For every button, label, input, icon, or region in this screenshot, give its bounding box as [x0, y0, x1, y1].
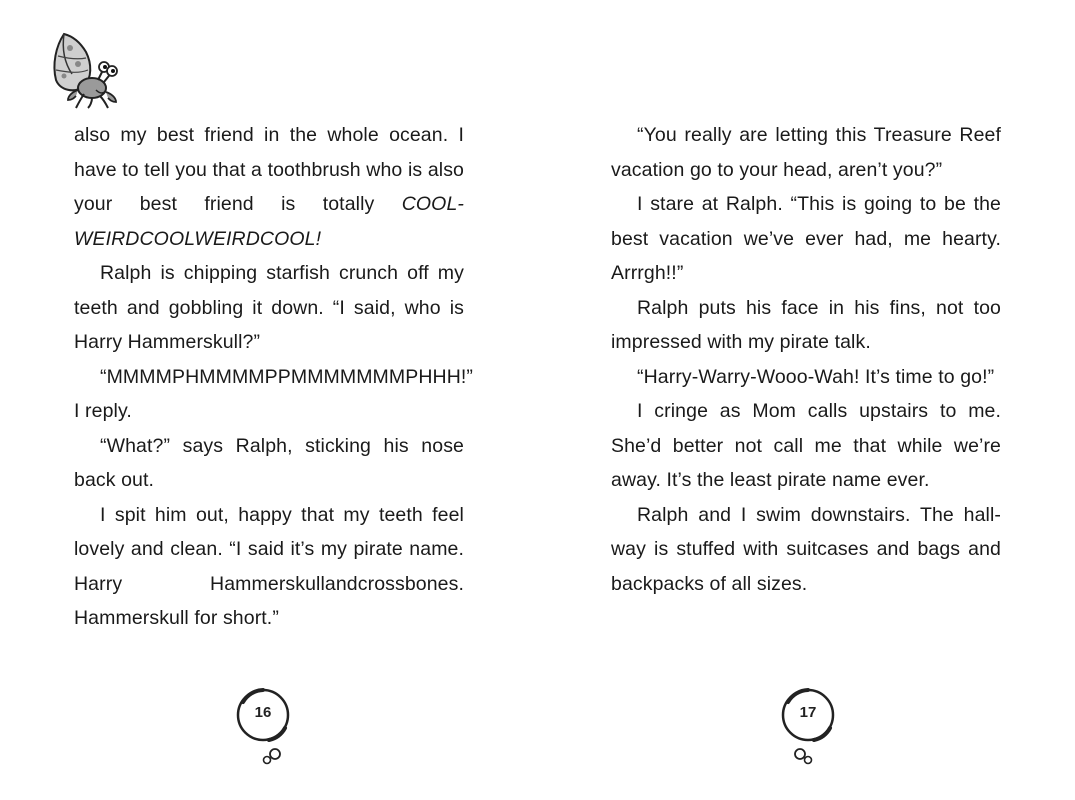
page-number: 16 — [254, 704, 272, 721]
paragraph: Ralph and I swim downstairs. The hall-way is stuffed with suitcases and bags and backpacks of all sizes. — [611, 503, 1001, 595]
page-number: 17 — [799, 704, 817, 721]
emphasis-text: COOL-WEIRDCOOLWEIRDCOOL! — [74, 193, 464, 250]
paragraph: I stare at Ralph. “This is going to be the best vacation we’ve ever had, me hearty. Arrrgh!!” — [611, 193, 1001, 284]
paragraph: I spit him out, happy that my teeth feel lovely and clean. “I said it’s my pirate name. Harry Hammerskullandcrossbones. Hammerskull for short.” — [74, 503, 464, 629]
right-page — [611, 118, 1001, 601]
bubble-icon — [233, 684, 297, 770]
page-number-badge-right — [778, 684, 842, 770]
left-page — [74, 118, 474, 636]
paragraph: “MMMMPHMMMMPPMMMMMMMPHHH!” I reply. — [74, 365, 474, 422]
paragraph: “Harry-Warry-Wooo-Wah! It’s time to go!” — [637, 365, 995, 388]
bubble-icon — [778, 684, 842, 770]
paragraph: Ralph is chipping starfish crunch off my teeth and gobbling it down. “I said, who is Harry Hammerskull?” — [74, 262, 464, 353]
paragraph: Ralph puts his face in his fins, not too impressed with my pirate talk. — [611, 296, 1001, 353]
page-number-badge-left — [233, 684, 297, 770]
paragraph: I cringe as Mom calls upstairs to me. She’d better not call me that while we’re away. It’s the least pirate name ever. — [611, 400, 1001, 491]
paragraph: “You really are letting this Treasure Reef vacation go to your head, aren’t you?” — [611, 124, 1001, 181]
paragraph: “What?” says Ralph, sticking his nose back out. — [74, 434, 464, 491]
hermit-crab-icon — [48, 28, 120, 110]
paragraph: also my best friend in the whole ocean. I have to tell you that a toothbrush who is also your best friend is totally COOL-WEIRDCOOLWEIRDCOOL! — [74, 124, 464, 250]
